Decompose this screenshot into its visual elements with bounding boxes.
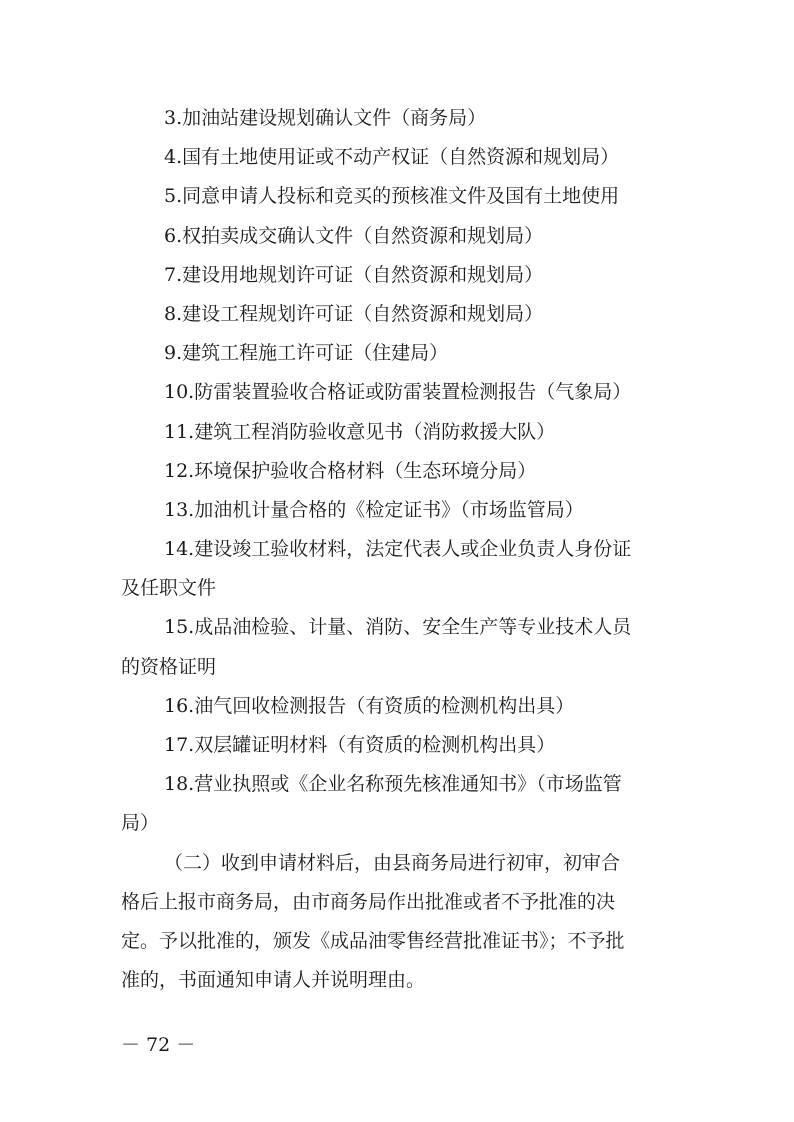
list-item-14: 14.建设竣工验收材料，法定代表人或企业负责人身份证 [164, 538, 632, 561]
list-item-15-continued: 的资格证明 [121, 655, 217, 678]
list-item-17: 17.双层罐证明材料（有资质的检测机构出具） [164, 734, 556, 756]
list-item-4: 4.国有土地使用证或不动产权证（自然资源和规划局） [164, 146, 620, 169]
list-item-18: 18.营业执照或《企业名称预先核准通知书》（市场监管 [164, 773, 622, 796]
page-number: － 72 － [121, 1034, 196, 1056]
paragraph-line-1: （二）收到申请材料后，由县商务局进行初审，初审合 [164, 851, 621, 874]
list-item-15: 15.成品油检验、计量、消防、安全生产等专业技术人员 [164, 616, 632, 639]
list-item-14-continued: 及任职文件 [121, 577, 217, 600]
list-item-10: 10.防雷装置验收合格证或防雷装置检测报告（气象局） [164, 381, 632, 404]
list-item-7: 7.建设用地规划许可证（自然资源和规划局） [164, 263, 544, 286]
list-item-8: 8.建设工程规划许可证（自然资源和规划局） [164, 302, 544, 325]
list-item-13: 13.加油机计量合格的《检定证书》（市场监管局） [164, 498, 584, 521]
paragraph-line-3: 定。予以批准的，颁发《成品油零售经营批准证书》；不予批 [121, 929, 625, 952]
list-item-16: 16.油气回收检测报告（有资质的检测机构出具） [164, 694, 575, 717]
paragraph-line-4: 准的，书面通知申请人并说明理由。 [121, 969, 426, 992]
list-item-9: 9.建筑工程施工许可证（住建局） [164, 342, 449, 365]
list-item-12: 12.环境保护验收合格材料（生态环境分局） [164, 459, 537, 482]
list-item-18-continued: 局） [121, 812, 160, 835]
list-item-11: 11.建筑工程消防验收意见书（消防救援大队） [164, 420, 556, 443]
list-item-5: 5.同意申请人投标和竞买的预核准文件及国有土地使用 [164, 185, 620, 208]
list-item-6: 6.权拍卖成交确认文件（自然资源和规划局） [164, 224, 544, 247]
paragraph-line-2: 格后上报市商务局，由市商务局作出批准或者不予批准的决 [121, 890, 616, 913]
list-item-3: 3.加油站建设规划确认文件（商务局） [164, 107, 487, 129]
document-body [121, 99, 679, 1000]
